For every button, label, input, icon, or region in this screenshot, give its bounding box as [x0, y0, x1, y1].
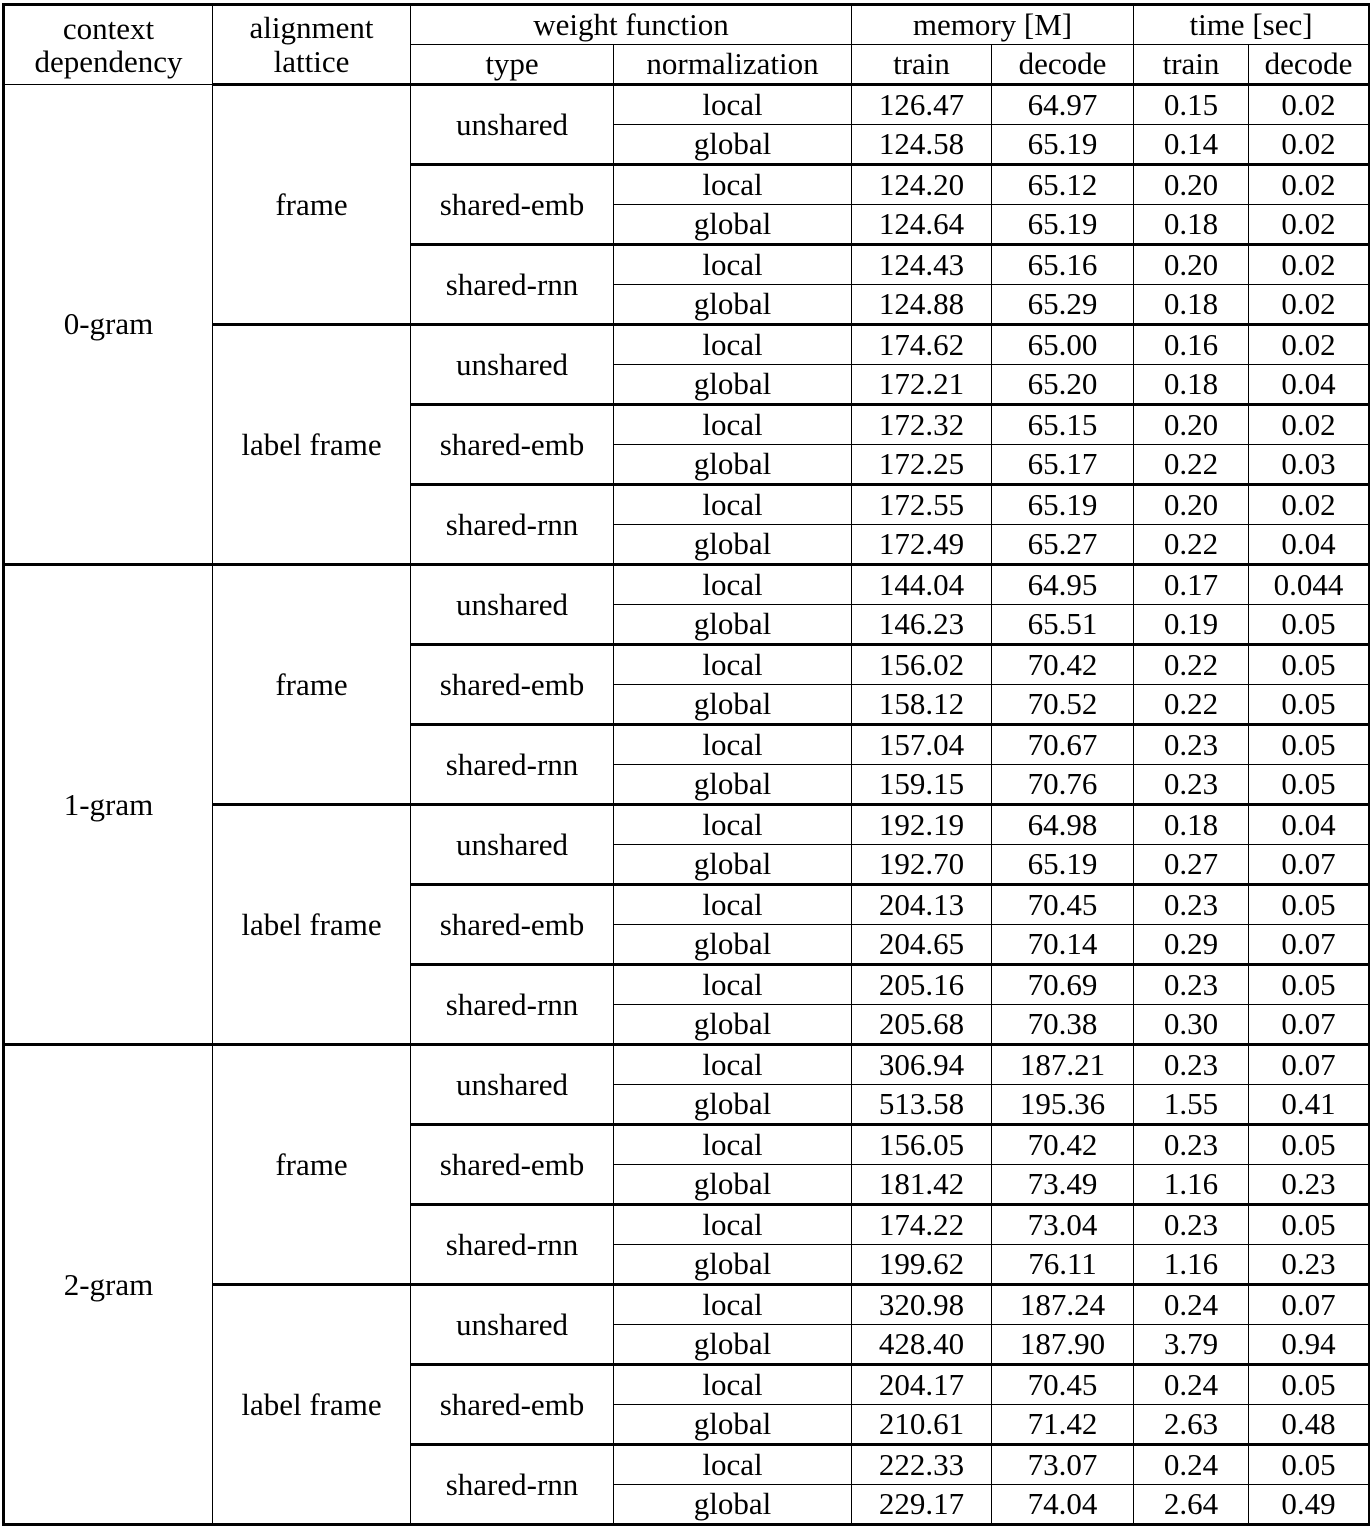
column-header-alignment-lattice: [213, 5, 411, 85]
cell-memory-decode: 65.19: [992, 485, 1134, 525]
cell-memory-train: 159.15: [852, 765, 992, 805]
cell-normalization: global: [614, 125, 852, 165]
header-line-context: context: [62, 10, 155, 46]
cell-time-decode: 0.07: [1249, 845, 1370, 885]
cell-time-decode: 0.02: [1249, 85, 1370, 125]
cell-memory-decode: 187.90: [992, 1325, 1134, 1365]
cell-normalization: local: [614, 1445, 852, 1485]
cell-weight-type: shared-rnn: [411, 965, 614, 1045]
column-header-memory: memory [M]: [852, 5, 1134, 45]
cell-alignment-lattice: frame: [213, 565, 411, 805]
cell-weight-type: shared-rnn: [411, 1445, 614, 1525]
cell-time-decode: 0.02: [1249, 125, 1370, 165]
cell-time-decode: 0.05: [1249, 885, 1370, 925]
cell-time-decode: 0.02: [1249, 485, 1370, 525]
cell-time-decode: 0.07: [1249, 1045, 1370, 1085]
cell-normalization: global: [614, 205, 852, 245]
cell-time-train: 0.22: [1134, 445, 1249, 485]
column-header-time: time [sec]: [1134, 5, 1370, 45]
cell-normalization: global: [614, 445, 852, 485]
cell-memory-decode: 70.14: [992, 925, 1134, 965]
cell-memory-train: 146.23: [852, 605, 992, 645]
cell-time-decode: 0.05: [1249, 1445, 1370, 1485]
cell-normalization: local: [614, 325, 852, 365]
cell-normalization: local: [614, 725, 852, 765]
cell-alignment-lattice: frame: [213, 85, 411, 325]
cell-memory-train: 144.04: [852, 565, 992, 605]
cell-weight-type: shared-rnn: [411, 725, 614, 805]
cell-memory-train: 306.94: [852, 1045, 992, 1085]
cell-memory-decode: 76.11: [992, 1245, 1134, 1285]
cell-memory-train: 174.22: [852, 1205, 992, 1245]
cell-memory-decode: 73.04: [992, 1205, 1134, 1245]
cell-memory-decode: 70.69: [992, 965, 1134, 1005]
column-header-normalization: normalization: [614, 45, 852, 85]
cell-time-train: 0.29: [1134, 925, 1249, 965]
cell-memory-train: 174.62: [852, 325, 992, 365]
cell-time-train: 0.20: [1134, 165, 1249, 205]
cell-normalization: global: [614, 1165, 852, 1205]
cell-memory-train: 205.16: [852, 965, 992, 1005]
cell-time-decode: 0.07: [1249, 1005, 1370, 1045]
cell-normalization: global: [614, 845, 852, 885]
cell-memory-train: 428.40: [852, 1325, 992, 1365]
cell-time-decode: 0.05: [1249, 645, 1370, 685]
cell-memory-decode: 65.15: [992, 405, 1134, 445]
cell-time-decode: 0.04: [1249, 525, 1370, 565]
cell-memory-train: 229.17: [852, 1485, 992, 1525]
cell-time-train: 2.63: [1134, 1405, 1249, 1445]
cell-time-decode: 0.04: [1249, 805, 1370, 845]
cell-memory-train: 156.02: [852, 645, 992, 685]
table-body: [4, 85, 1370, 1525]
cell-memory-decode: 73.49: [992, 1165, 1134, 1205]
cell-memory-decode: 65.16: [992, 245, 1134, 285]
cell-normalization: global: [614, 1085, 852, 1125]
cell-time-train: 0.23: [1134, 1045, 1249, 1085]
cell-memory-train: 172.25: [852, 445, 992, 485]
cell-time-decode: 0.05: [1249, 605, 1370, 645]
cell-memory-decode: 70.45: [992, 885, 1134, 925]
cell-normalization: global: [614, 1485, 852, 1525]
cell-weight-type: shared-emb: [411, 165, 614, 245]
cell-memory-decode: 65.00: [992, 325, 1134, 365]
cell-memory-train: 157.04: [852, 725, 992, 765]
cell-memory-decode: 70.42: [992, 1125, 1134, 1165]
column-header-memory-train: train: [852, 45, 992, 85]
cell-context-dependency: 2-gram: [4, 1045, 213, 1525]
header-row-1: [4, 5, 1370, 45]
cell-memory-train: 181.42: [852, 1165, 992, 1205]
cell-time-decode: 0.94: [1249, 1325, 1370, 1365]
cell-time-train: 0.17: [1134, 565, 1249, 605]
cell-normalization: global: [614, 605, 852, 645]
cell-memory-decode: 195.36: [992, 1085, 1134, 1125]
cell-memory-decode: 187.24: [992, 1285, 1134, 1325]
cell-normalization: global: [614, 1245, 852, 1285]
cell-time-train: 0.18: [1134, 805, 1249, 845]
cell-memory-decode: 71.42: [992, 1405, 1134, 1445]
cell-memory-decode: 65.29: [992, 285, 1134, 325]
cell-weight-type: shared-rnn: [411, 485, 614, 565]
cell-time-train: 1.55: [1134, 1085, 1249, 1125]
cell-time-train: 3.79: [1134, 1325, 1249, 1365]
cell-normalization: local: [614, 405, 852, 445]
cell-memory-train: 156.05: [852, 1125, 992, 1165]
cell-alignment-lattice: label frame: [213, 1285, 411, 1525]
cell-memory-train: 320.98: [852, 1285, 992, 1325]
cell-time-train: 0.23: [1134, 725, 1249, 765]
cell-memory-decode: 70.76: [992, 765, 1134, 805]
cell-memory-train: 124.20: [852, 165, 992, 205]
cell-normalization: global: [614, 1005, 852, 1045]
cell-memory-decode: 65.17: [992, 445, 1134, 485]
cell-memory-train: 172.49: [852, 525, 992, 565]
table-row: [4, 1045, 1370, 1085]
cell-normalization: global: [614, 525, 852, 565]
cell-time-decode: 0.07: [1249, 1285, 1370, 1325]
cell-memory-decode: 64.98: [992, 805, 1134, 845]
cell-time-train: 0.23: [1134, 1205, 1249, 1245]
cell-time-decode: 0.05: [1249, 965, 1370, 1005]
cell-time-decode: 0.02: [1249, 205, 1370, 245]
cell-weight-type: shared-emb: [411, 645, 614, 725]
header-line-alignment: alignment: [249, 10, 374, 46]
cell-time-decode: 0.05: [1249, 685, 1370, 725]
cell-memory-decode: 70.42: [992, 645, 1134, 685]
cell-normalization: local: [614, 885, 852, 925]
cell-time-train: 0.22: [1134, 645, 1249, 685]
cell-time-decode: 0.03: [1249, 445, 1370, 485]
cell-memory-decode: 65.19: [992, 845, 1134, 885]
cell-memory-decode: 64.97: [992, 85, 1134, 125]
column-header-memory-decode: decode: [992, 45, 1134, 85]
cell-normalization: local: [614, 1285, 852, 1325]
cell-time-decode: 0.49: [1249, 1485, 1370, 1525]
cell-normalization: global: [614, 285, 852, 325]
cell-normalization: local: [614, 1365, 852, 1405]
cell-weight-type: shared-emb: [411, 1365, 614, 1445]
cell-context-dependency: 0-gram: [4, 85, 213, 565]
cell-normalization: local: [614, 965, 852, 1005]
cell-normalization: global: [614, 365, 852, 405]
cell-normalization: local: [614, 485, 852, 525]
cell-time-train: 0.18: [1134, 205, 1249, 245]
cell-memory-train: 124.64: [852, 205, 992, 245]
cell-weight-type: unshared: [411, 1045, 614, 1125]
cell-memory-decode: 70.38: [992, 1005, 1134, 1045]
cell-memory-train: 172.21: [852, 365, 992, 405]
cell-time-decode: 0.04: [1249, 365, 1370, 405]
header-line-dependency: dependency: [34, 44, 183, 79]
cell-time-train: 0.22: [1134, 525, 1249, 565]
cell-normalization: local: [614, 165, 852, 205]
cell-normalization: local: [614, 565, 852, 605]
cell-memory-train: 126.47: [852, 85, 992, 125]
cell-alignment-lattice: label frame: [213, 325, 411, 565]
cell-memory-train: 204.65: [852, 925, 992, 965]
cell-memory-decode: 187.21: [992, 1045, 1134, 1085]
cell-normalization: global: [614, 685, 852, 725]
cell-time-train: 0.20: [1134, 405, 1249, 445]
cell-memory-train: 204.13: [852, 885, 992, 925]
cell-memory-decode: 74.04: [992, 1485, 1134, 1525]
cell-memory-train: 172.32: [852, 405, 992, 445]
cell-time-decode: 0.05: [1249, 725, 1370, 765]
cell-time-train: 0.20: [1134, 245, 1249, 285]
cell-weight-type: shared-rnn: [411, 245, 614, 325]
cell-normalization: local: [614, 245, 852, 285]
cell-weight-type: unshared: [411, 85, 614, 165]
column-header-time-decode: decode: [1249, 45, 1370, 85]
cell-memory-train: 205.68: [852, 1005, 992, 1045]
cell-weight-type: unshared: [411, 805, 614, 885]
cell-normalization: local: [614, 85, 852, 125]
cell-time-train: 0.24: [1134, 1365, 1249, 1405]
cell-weight-type: unshared: [411, 1285, 614, 1365]
cell-memory-train: 124.88: [852, 285, 992, 325]
cell-time-train: 0.22: [1134, 685, 1249, 725]
cell-memory-decode: 65.27: [992, 525, 1134, 565]
cell-memory-train: 192.70: [852, 845, 992, 885]
cell-time-train: 1.16: [1134, 1165, 1249, 1205]
cell-normalization: global: [614, 925, 852, 965]
cell-memory-decode: 65.19: [992, 125, 1134, 165]
cell-memory-train: 124.43: [852, 245, 992, 285]
cell-time-decode: 0.05: [1249, 1125, 1370, 1165]
cell-memory-decode: 70.67: [992, 725, 1134, 765]
column-header-context-dependency: [4, 5, 213, 85]
cell-time-train: 0.27: [1134, 845, 1249, 885]
cell-weight-type: shared-emb: [411, 885, 614, 965]
cell-memory-decode: 65.19: [992, 205, 1134, 245]
cell-time-decode: 0.02: [1249, 405, 1370, 445]
cell-memory-train: 192.19: [852, 805, 992, 845]
header-line-lattice: lattice: [273, 43, 350, 79]
table-header: [4, 5, 1370, 85]
cell-memory-decode: 65.51: [992, 605, 1134, 645]
cell-normalization: global: [614, 1325, 852, 1365]
table-row: [4, 565, 1370, 605]
cell-time-decode: 0.07: [1249, 925, 1370, 965]
cell-normalization: local: [614, 805, 852, 845]
cell-weight-type: shared-rnn: [411, 1205, 614, 1285]
cell-time-decode: 0.02: [1249, 245, 1370, 285]
cell-weight-type: unshared: [411, 325, 614, 405]
cell-memory-train: 172.55: [852, 485, 992, 525]
cell-weight-type: shared-emb: [411, 1125, 614, 1205]
cell-memory-decode: 64.95: [992, 565, 1134, 605]
cell-memory-train: 199.62: [852, 1245, 992, 1285]
cell-time-train: 1.16: [1134, 1245, 1249, 1285]
cell-memory-decode: 70.52: [992, 685, 1134, 725]
cell-time-decode: 0.02: [1249, 165, 1370, 205]
cell-time-train: 0.23: [1134, 885, 1249, 925]
cell-memory-train: 158.12: [852, 685, 992, 725]
cell-time-train: 0.23: [1134, 765, 1249, 805]
cell-alignment-lattice: frame: [213, 1045, 411, 1285]
cell-time-decode: 0.05: [1249, 765, 1370, 805]
cell-time-decode: 0.48: [1249, 1405, 1370, 1445]
cell-time-train: 0.24: [1134, 1285, 1249, 1325]
cell-normalization: local: [614, 1125, 852, 1165]
cell-memory-decode: 73.07: [992, 1445, 1134, 1485]
table-row: [4, 85, 1370, 125]
cell-memory-train: 222.33: [852, 1445, 992, 1485]
cell-memory-train: 210.61: [852, 1405, 992, 1445]
cell-memory-decode: 65.20: [992, 365, 1134, 405]
cell-time-train: 2.64: [1134, 1485, 1249, 1525]
cell-time-train: 0.15: [1134, 85, 1249, 125]
cell-normalization: global: [614, 765, 852, 805]
cell-time-train: 0.23: [1134, 965, 1249, 1005]
cell-weight-type: unshared: [411, 565, 614, 645]
cell-time-train: 0.16: [1134, 325, 1249, 365]
results-table: [2, 3, 1370, 1526]
cell-time-train: 0.18: [1134, 365, 1249, 405]
cell-time-decode: 0.044: [1249, 565, 1370, 605]
cell-time-train: 0.24: [1134, 1445, 1249, 1485]
cell-time-decode: 0.41: [1249, 1085, 1370, 1125]
cell-normalization: local: [614, 645, 852, 685]
cell-time-train: 0.23: [1134, 1125, 1249, 1165]
cell-normalization: local: [614, 1045, 852, 1085]
cell-time-decode: 0.02: [1249, 285, 1370, 325]
cell-time-decode: 0.02: [1249, 325, 1370, 365]
column-header-time-train: train: [1134, 45, 1249, 85]
cell-memory-train: 204.17: [852, 1365, 992, 1405]
cell-normalization: local: [614, 1205, 852, 1245]
cell-weight-type: shared-emb: [411, 405, 614, 485]
cell-memory-train: 513.58: [852, 1085, 992, 1125]
cell-time-decode: 0.05: [1249, 1205, 1370, 1245]
cell-time-train: 0.19: [1134, 605, 1249, 645]
cell-time-train: 0.18: [1134, 285, 1249, 325]
cell-time-train: 0.14: [1134, 125, 1249, 165]
cell-time-decode: 0.23: [1249, 1165, 1370, 1205]
cell-normalization: global: [614, 1405, 852, 1445]
column-header-weight-function: weight function: [411, 5, 852, 45]
cell-time-train: 0.30: [1134, 1005, 1249, 1045]
cell-context-dependency: 1-gram: [4, 565, 213, 1045]
column-header-type: type: [411, 45, 614, 85]
cell-time-decode: 0.05: [1249, 1365, 1370, 1405]
results-table-container: [0, 3, 1370, 1522]
cell-memory-train: 124.58: [852, 125, 992, 165]
cell-time-decode: 0.23: [1249, 1245, 1370, 1285]
cell-time-train: 0.20: [1134, 485, 1249, 525]
cell-alignment-lattice: label frame: [213, 805, 411, 1045]
cell-memory-decode: 65.12: [992, 165, 1134, 205]
cell-memory-decode: 70.45: [992, 1365, 1134, 1405]
